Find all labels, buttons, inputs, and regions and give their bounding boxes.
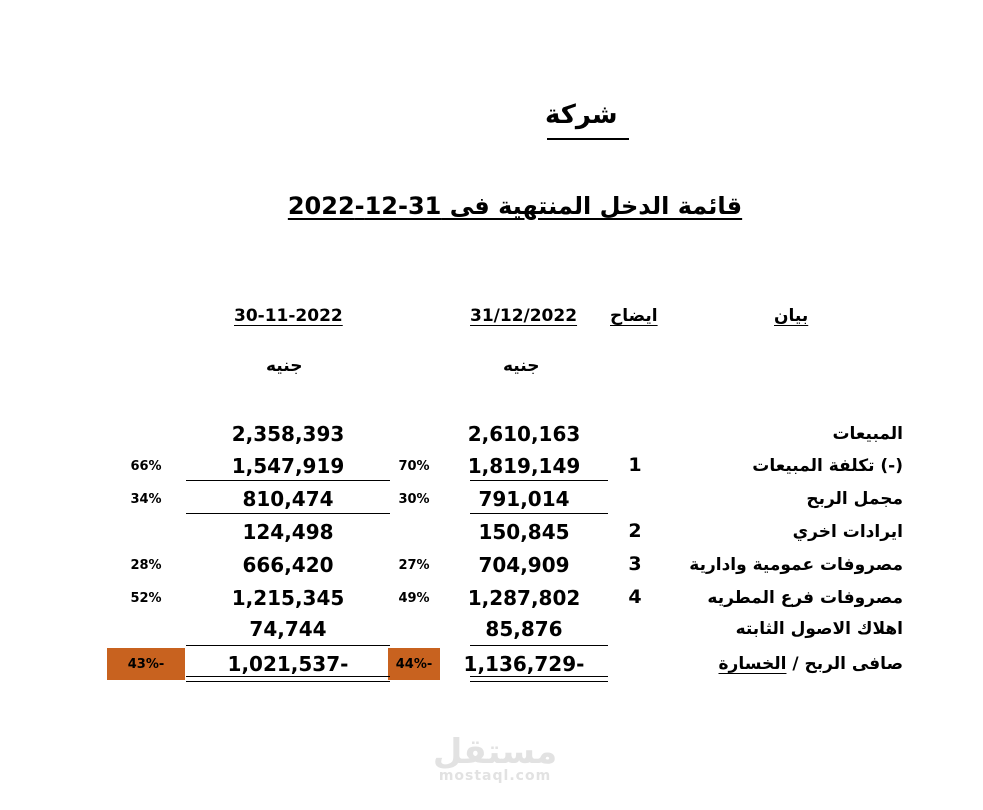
- statement-title-text: قائمة الدخل المنتهية فى 31-12-2022: [287, 192, 743, 220]
- current-pct-gross-profit: 30%: [398, 492, 430, 507]
- rule-current-1: [470, 480, 608, 481]
- prior-pct-general-admin: 28%: [130, 558, 162, 573]
- current-value-net-result: 1,136,729-: [463, 652, 585, 676]
- header-note: ايضاح: [610, 306, 658, 326]
- prior-value-gross-profit: 810,474: [242, 487, 334, 511]
- note-branch-expenses: 4: [628, 586, 642, 608]
- prior-pct-cost-of-sales: 66%: [130, 459, 162, 474]
- watermark-latin: mostaql.com: [438, 768, 552, 784]
- row-label-cost-of-sales: (-) تكلفة المبيعات: [752, 456, 903, 476]
- rule-prior-1: [186, 480, 390, 481]
- current-value-depreciation: 85,876: [485, 617, 563, 641]
- watermark-logo: [430, 732, 560, 784]
- note-cost-of-sales: 1: [628, 454, 642, 476]
- current-value-gross-profit: 791,014: [478, 487, 570, 511]
- prior-value-cost-of-sales: 1,547,919: [231, 454, 345, 478]
- prior-pct-net-result: 43%-: [127, 657, 165, 672]
- header-description: بيان: [774, 306, 809, 326]
- current-value-sales: 2,610,163: [467, 422, 581, 446]
- note-other-revenue: 2: [628, 520, 642, 542]
- double-rule-prior: [186, 676, 390, 682]
- currency-prior: جنيه: [266, 356, 303, 376]
- note-general-admin: 3: [628, 553, 642, 575]
- row-label-branch-expenses: مصروفات فرع المطريه: [707, 588, 903, 608]
- prior-value-general-admin: 666,420: [242, 553, 334, 577]
- rule-prior-2: [186, 513, 390, 514]
- watermark-arabic: مستقل: [432, 732, 558, 772]
- row-label-net-result: [603, 654, 903, 674]
- prior-pct-branch-expenses: 52%: [130, 591, 162, 606]
- row-label-sales: المبيعات: [832, 424, 903, 444]
- current-value-branch-expenses: 1,287,802: [467, 586, 581, 610]
- company-underline: [547, 138, 629, 140]
- rule-current-3: [470, 645, 608, 646]
- net-label-loss: الخسارة: [718, 654, 787, 674]
- current-pct-cost-of-sales: 70%: [398, 459, 430, 474]
- header-prior-period: 30-11-2022: [234, 306, 343, 326]
- double-rule-current: [470, 676, 608, 682]
- net-label-main: صافى الربح /: [786, 654, 903, 674]
- prior-value-depreciation: 74,744: [249, 617, 327, 641]
- row-label-general-admin: مصروفات عمومية وادارية: [689, 555, 903, 575]
- currency-current: جنيه: [503, 356, 540, 376]
- company-name: [545, 100, 618, 130]
- current-pct-general-admin: 27%: [398, 558, 430, 573]
- rule-current-2: [470, 513, 608, 514]
- current-pct-net-result: 44%-: [395, 657, 433, 672]
- current-value-general-admin: 704,909: [478, 553, 570, 577]
- header-current-period: 31/12/2022: [470, 306, 578, 326]
- prior-value-branch-expenses: 1,215,345: [231, 586, 345, 610]
- rule-prior-3: [186, 645, 390, 646]
- statement-title: [250, 192, 780, 220]
- prior-value-sales: 2,358,393: [231, 422, 345, 446]
- prior-pct-gross-profit: 34%: [130, 492, 162, 507]
- row-label-gross-profit: مجمل الربح: [806, 489, 903, 509]
- current-pct-branch-expenses: 49%: [398, 591, 430, 606]
- row-label-depreciation: اهلاك الاصول الثابته: [735, 619, 903, 639]
- current-value-other-revenue: 150,845: [478, 520, 570, 544]
- company-name-text: شركة: [545, 100, 618, 130]
- prior-value-net-result: 1,021,537-: [227, 652, 349, 676]
- current-value-cost-of-sales: 1,819,149: [467, 454, 581, 478]
- prior-value-other-revenue: 124,498: [242, 520, 334, 544]
- row-label-other-revenue: ايرادات اخري: [792, 522, 903, 542]
